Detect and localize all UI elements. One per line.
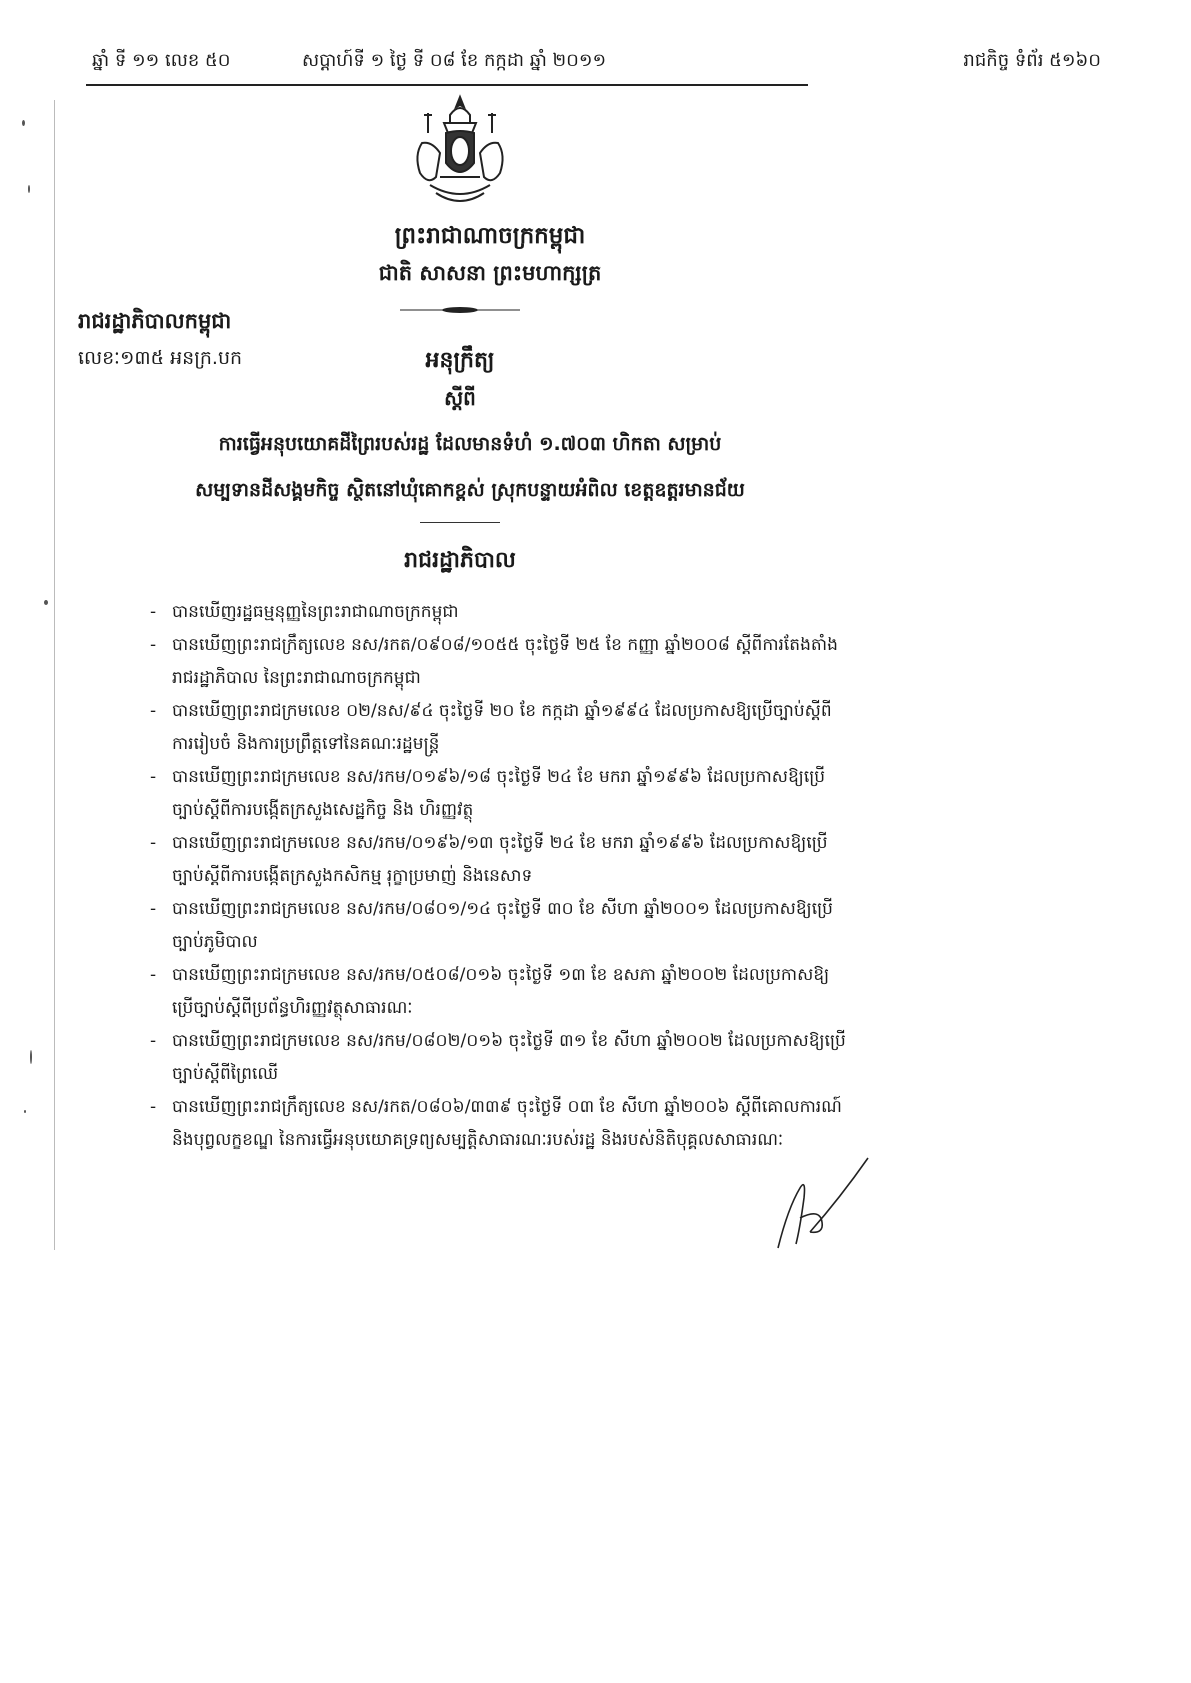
gazette-year-issue: ឆ្នាំ ទី ១១ លេខ ៥០ [92,50,231,71]
scan-speck [28,185,30,193]
list-item: - បានឃើញព្រះរាជក្រឹត្យលេខ នស/រកត/០៨០៦/៣៣៩ ចុះថ្ងៃទី ០៣ ខែ សីហា ឆ្នាំ២០០៦ ស្តីពីគោលការណ៍ និងបុព្វលក្ខខណ្ឌ នៃការធ្វើអនុបយោគទ្រព្យសម្បត្តិសាធារណៈរបស់រដ្ឋ និងរបស់និតិបុគ្គលសាធារណៈ [150,1091,850,1157]
scan-speck [24,1110,26,1113]
list-item: - បានឃើញព្រះរាជក្រមលេខ នស/រកម/០៥០៨/០១៦ ចុះថ្ងៃទី ១៣ ខែ ឧសភា ឆ្នាំ២០០២ ដែលប្រកាសឱ្យប្រើច្បាប់ស្តីពីប្រព័ន្ធហិរញ្ញវត្ថុសាធារណៈ [150,959,850,1025]
signature-initial-icon [770,1148,870,1258]
document-about: ស្តីពី [444,386,476,410]
scan-speck [30,1050,32,1064]
royal-coat-of-arms-icon [400,93,520,211]
subject-line-2: សម្បទានដីសង្គមកិច្ច ស្ថិតនៅឃុំគោកខ្ពស់ ស្រុកបន្ទាយអំពិល ខេត្តឧត្តរមានជ័យ [195,479,745,501]
gazette-page-number: រាជកិច្ច ទំព័រ ៥១៦០ [963,50,1101,71]
issuing-government: រាជរដ្ឋាភិបាលកម្ពុជា [78,309,232,333]
document-type: អនុក្រឹត្យ [425,348,495,373]
document-number: លេខៈ១៣៥ អនក្រ.បក [78,347,243,369]
list-item: - បានឃើញព្រះរាជក្រមលេខ នស/រកម/០១៩៦/១៨ ចុះថ្ងៃទី ២៤ ខែ មករា ឆ្នាំ១៩៩៦ ដែលប្រកាសឱ្យប្រើច្បាប់ស្តីពីការបង្កើតក្រសួងសេដ្ឋកិច្ច និង ហិរញ្ញវត្ថុ [150,761,850,827]
list-item: - បានឃើញរដ្ឋធម្មនុញ្ញនៃព្រះរាជាណាចក្រកម្ពុជា [150,596,850,629]
gazette-date: សប្តាហ៍ទី ១ ថ្ងៃ ទី ០៨ ខែ កក្កដា ឆ្នាំ ២០១១ [302,50,607,71]
scan-speck [22,120,25,126]
header-rule [86,84,808,86]
considerations-list [150,596,850,1157]
subject-rule [420,522,500,523]
list-item: - បានឃើញព្រះរាជក្រមលេខ នស/រកម/០១៩៦/១៣ ចុះថ្ងៃទី ២៤ ខែ មករា ឆ្នាំ១៩៩៦ ដែលប្រកាសឱ្យប្រើច្បាប់ស្តីពីការបង្កើតក្រសួងកសិកម្ម រុក្ខាប្រមាញ់ និងនេសាទ [150,827,850,893]
scan-speck [44,600,48,605]
kingdom-name: ព្រះរាជាណាចក្រកម្ពុជា [394,223,586,249]
list-item: - បានឃើញព្រះរាជក្រមលេខ នស/រកម/០៨០២/០១៦ ចុះថ្ងៃទី ៣១ ខែ សីហា ឆ្នាំ២០០២ ដែលប្រកាសឱ្យប្រើច្បាប់ស្តីពីព្រៃឈើ [150,1025,850,1091]
subject-line-1: ការធ្វើអនុបយោគដីព្រៃរបស់រដ្ឋ ដែលមានទំហំ ១.៧០៣ ហិកតា សម្រាប់ [218,433,722,455]
ornament-divider-icon [400,305,520,315]
list-item: - បានឃើញព្រះរាជក្រឹត្យលេខ នស/រកត/០៩០៨/១០៥៥ ចុះថ្ងៃទី ២៥ ខែ កញ្ញា ឆ្នាំ២០០៨ ស្តីពីការតែងតាំងរាជរដ្ឋាភិបាល នៃព្រះរាជាណាចក្រកម្ពុជា [150,629,850,695]
issuing-body: រាជរដ្ឋាភិបាល [404,548,516,573]
list-item: - បានឃើញព្រះរាជក្រមលេខ នស/រកម/០៨០១/១៤ ចុះថ្ងៃទី ៣០ ខែ សីហា ឆ្នាំ២០០១ ដែលប្រកាសឱ្យប្រើច្បាប់ភូមិបាល [150,893,850,959]
list-item: - បានឃើញព្រះរាជក្រមលេខ ០២/នស/៩៤ ចុះថ្ងៃទី ២០ ខែ កក្កដា ឆ្នាំ១៩៩៤ ដែលប្រកាសឱ្យប្រើច្បាប់ស្តីពីការរៀបចំ និងការប្រព្រឹត្តទៅនៃគណៈរដ្ឋមន្ត្រី [150,695,850,761]
national-motto: ជាតិ សាសនា ព្រះមហាក្សត្រ [378,261,602,285]
gazette-header [92,48,1101,76]
